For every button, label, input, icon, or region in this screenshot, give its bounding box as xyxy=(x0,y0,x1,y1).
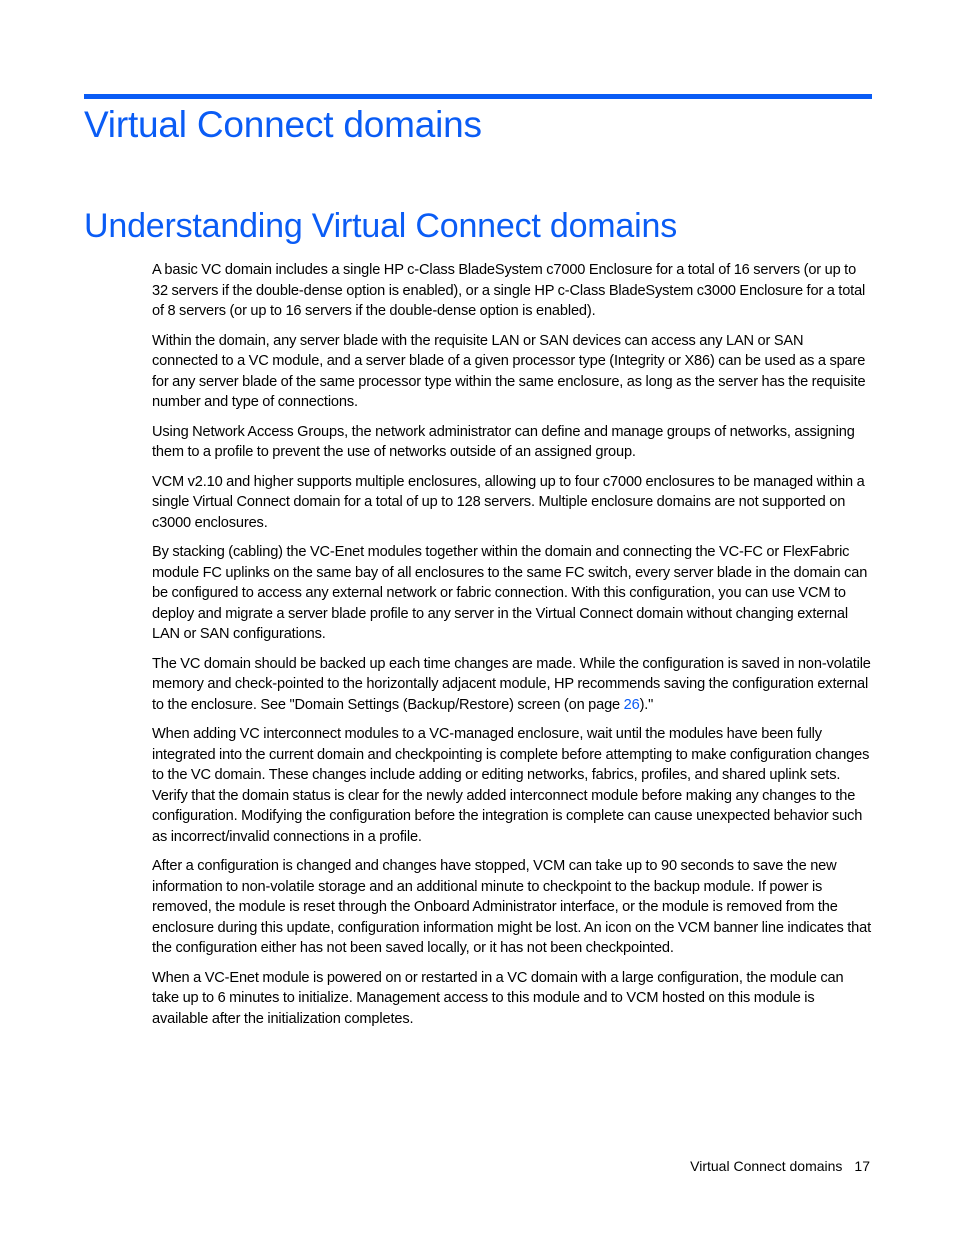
body-text xyxy=(152,260,872,1038)
paragraph-backup xyxy=(152,654,872,716)
paragraph-config-save: After a configuration is changed and changes have stopped, VCM can take up to 90 seconds to save the new information to non-volatile storage and an additional minute to checkpoint to the backup module. If power is removed, the module is reset through the Onboard Administrator interface, or the module is removed from the enclosure during this update, configuration information might be lost. An icon on the VCM banner line indicates that the configuration either has not been saved locally, or it has not been checkpointed. xyxy=(152,858,871,956)
paragraph-stacking: By stacking (cabling) the VC-Enet modules together within the domain and connecting the VC-FC or FlexFabric module FC uplinks on the same bay of all enclosures to the same FC switch, every server blade in the domain can be configured to access any external network or fabric connection. With this configuration, you can use VCM to deploy and migrate a server blade profile to any server in the Virtual Connect domain without changing external LAN or SAN configurations. xyxy=(152,544,868,642)
paragraph-network-access-groups: Using Network Access Groups, the network administrator can define and manage groups of networks, assigning them to a profile to prevent the use of networks outside of an assigned group. xyxy=(152,423,855,460)
chapter-title: Virtual Connect domains xyxy=(84,104,482,145)
section-title: Understanding Virtual Connect domains xyxy=(84,207,677,245)
paragraph-module-init: When a VC-Enet module is powered on or restarted in a VC domain with a large configuration, the module can take up to 6 minutes to initialize. Management access to this module and to VCM hosted on this module is available after the initialization completes. xyxy=(152,969,844,1027)
paragraph-basic-domain: A basic VC domain includes a single HP c-Class BladeSystem c7000 Enclosure for a total of 16 servers (or up to 32 servers if the double-dense option is enabled), or a single HP c-Class BladeSystem c3000 Enclosure for a total of 8 servers (or up to 16 servers if the double-dense option is enabled). xyxy=(152,262,866,319)
footer-label: Virtual Connect domains xyxy=(690,1158,843,1174)
backup-text-after: )." xyxy=(639,696,654,713)
header-rule xyxy=(84,94,872,99)
paragraph-multiple-enclosures: VCM v2.10 and higher supports multiple enclosures, allowing up to four c7000 enclosures to be managed within a single Virtual Connect domain for a total of up to 128 servers. Multiple enclosure domains are not supported on c3000 enclosures. xyxy=(152,473,865,531)
paragraph-adding-modules: When adding VC interconnect modules to a VC-managed enclosure, wait until the modules have been fully integrated into the current domain and checkpointing is complete before attempting to make configuration changes to the VC domain. These changes include adding or editing networks, fabrics, profiles, and shared uplink sets. Verify that the domain status is clear for the newly added interconnect module before making any changes to the configuration. Modifying the configuration before the integration is complete can cause unexpected behavior such as incorrect/invalid connections in a profile. xyxy=(152,726,870,845)
page-number: 17 xyxy=(854,1158,870,1174)
page-26-link[interactable]: 26 xyxy=(623,696,640,713)
backup-text-before: The VC domain should be backed up each time changes are made. While the configuration is saved in non-volatile memory and check-pointed to the horizontally adjacent module, HP recommends saving the configuration external to the enclosure. See "Domain Settings (Backup/Restore) screen (on page xyxy=(152,655,871,713)
paragraph-within-domain: Within the domain, any server blade with the requisite LAN or SAN devices can access any LAN or SAN connected to a VC module, and a server blade of a given processor type (Integrity or X86) can be used as a spare for any server blade of the same processor type within the same enclosure, as long as the server has the requisite number and type of connections. xyxy=(152,332,866,410)
page-footer xyxy=(690,1158,870,1174)
